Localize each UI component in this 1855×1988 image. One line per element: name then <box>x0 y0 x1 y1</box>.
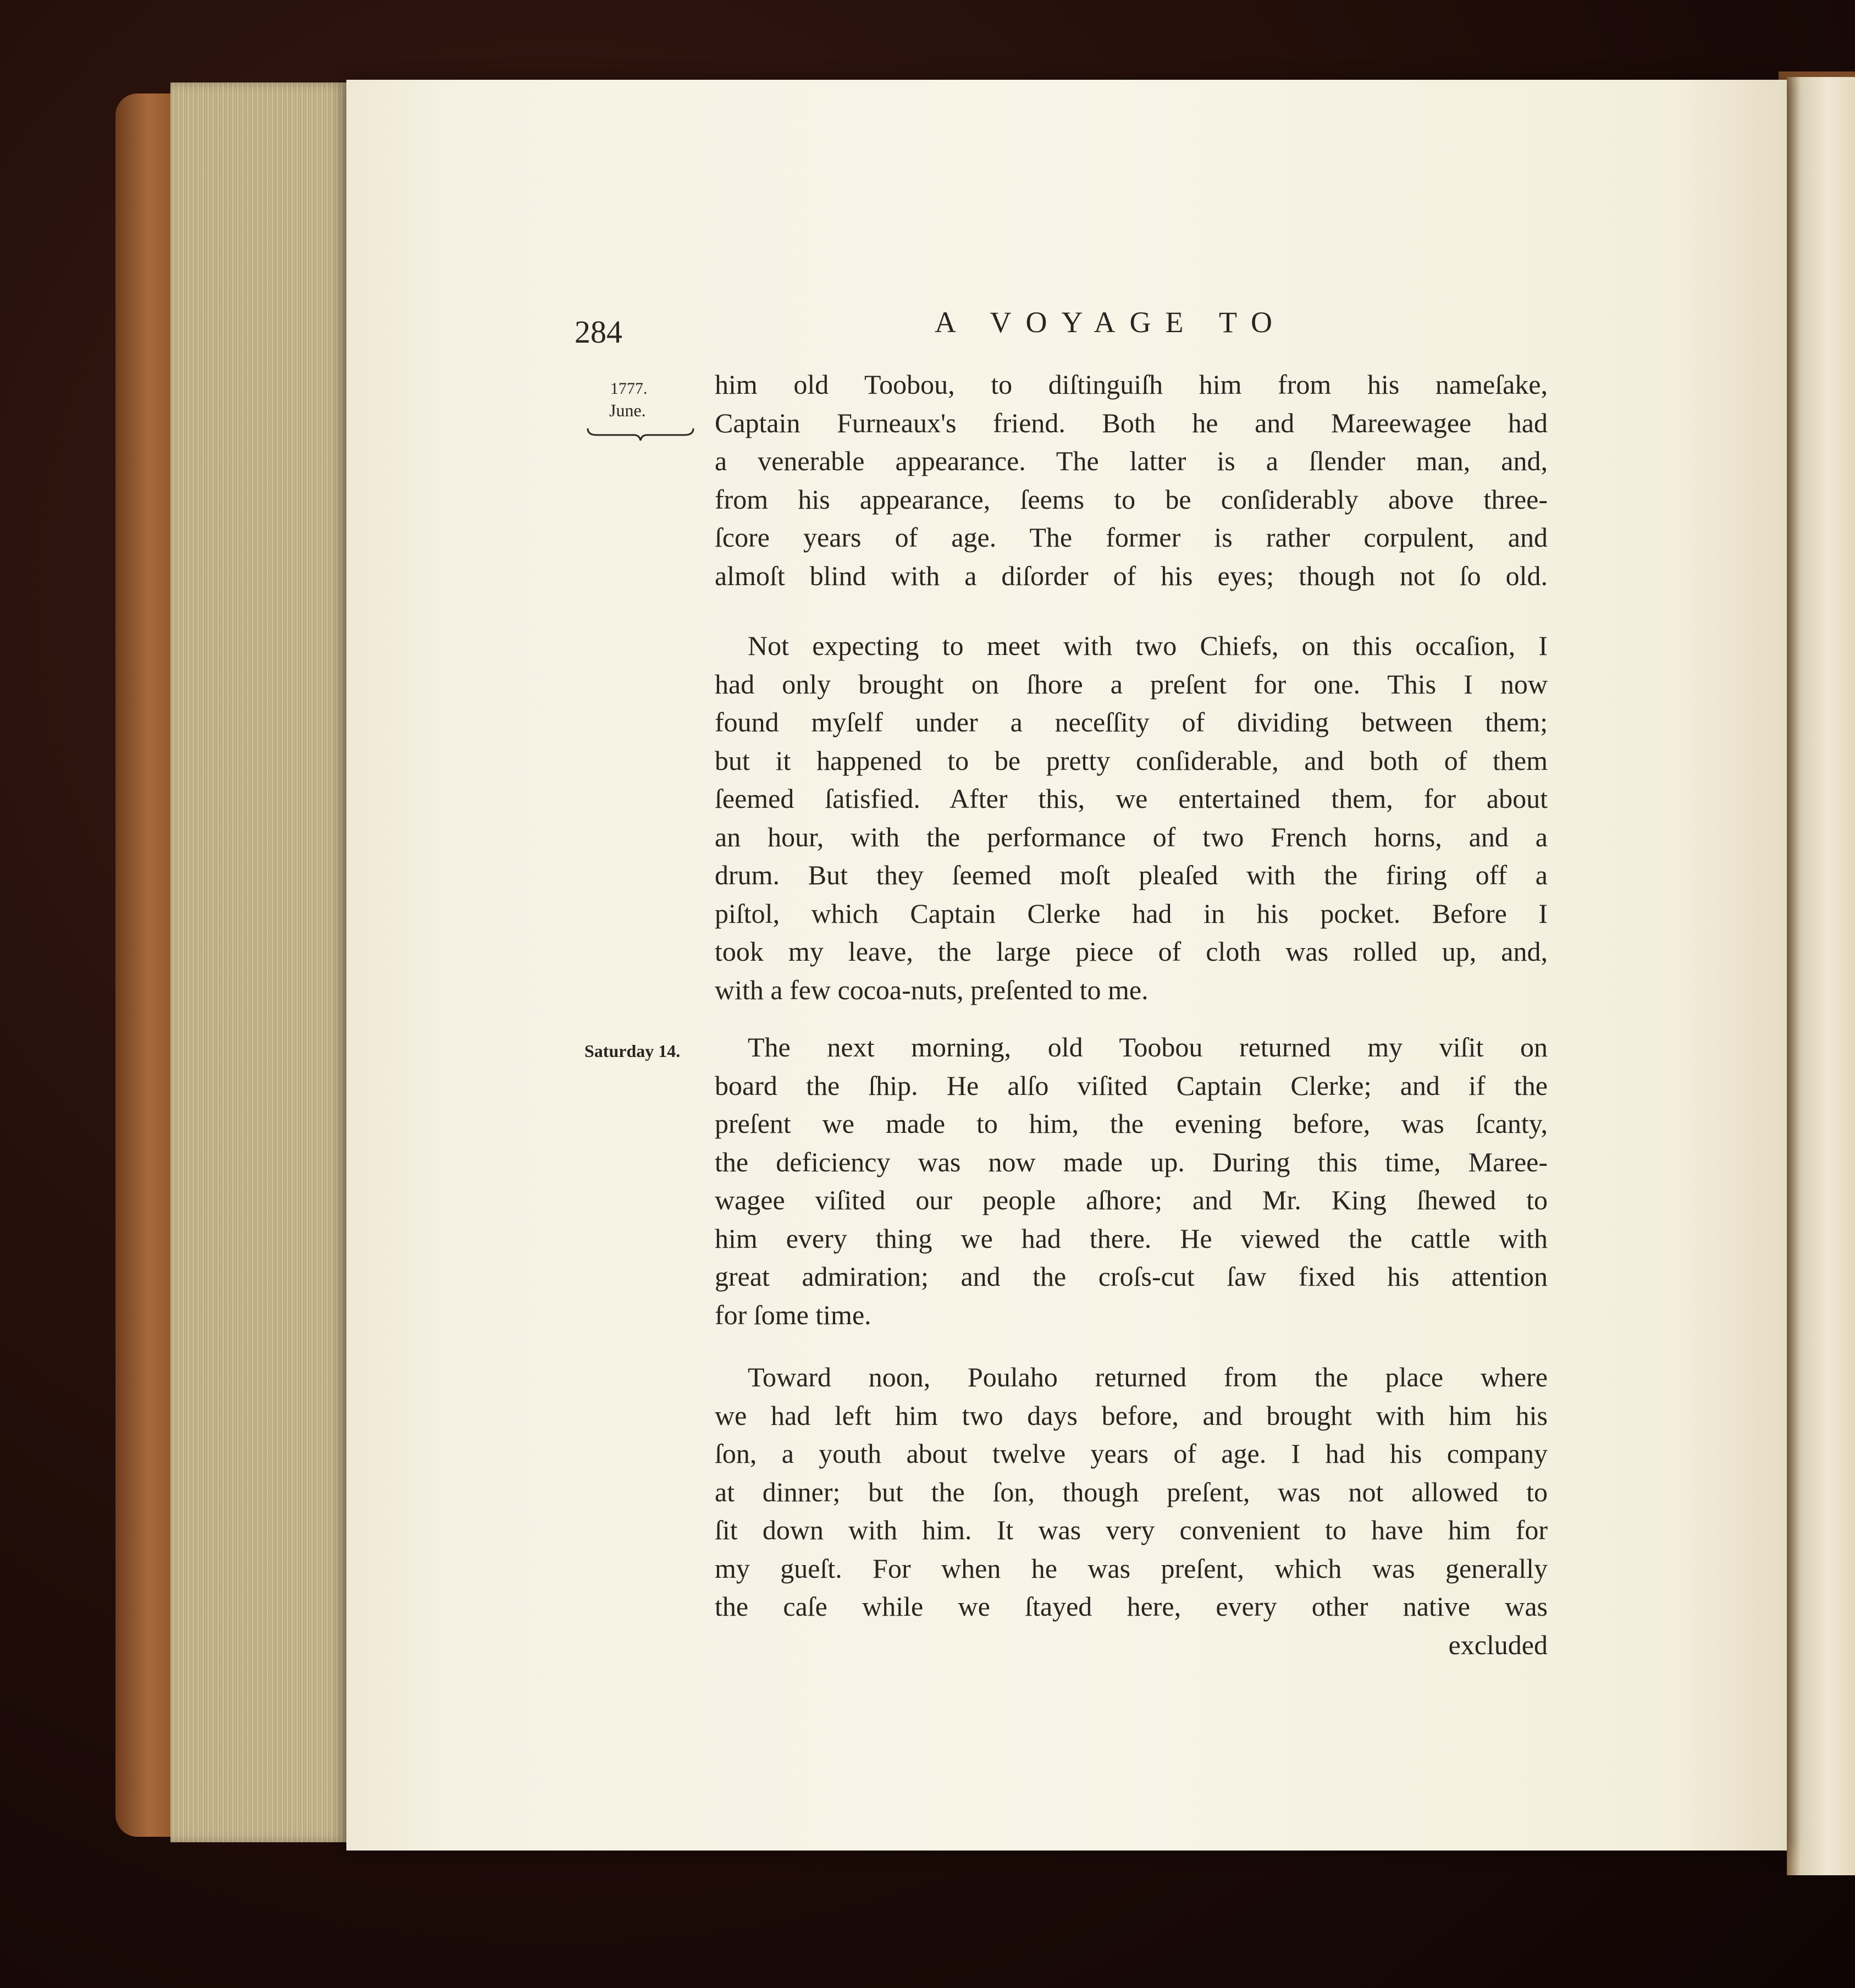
text-line: we had left him two days before, and brought with him his <box>715 1400 1548 1431</box>
text-line: took my leave, the large piece of cloth was rolled up, and, <box>715 936 1548 967</box>
paragraph-4 <box>715 1358 1548 1664</box>
text-line: Toward noon, Poulaho returned from the place where <box>748 1362 1548 1392</box>
text-line: ſeemed ſatisfied. After this, we entertained them, for about <box>715 783 1548 814</box>
margin-brace <box>586 426 695 443</box>
text-line: the caſe while we ſtayed here, every other native was <box>715 1591 1548 1622</box>
text-line: The next morning, old Toobou returned my viſit on <box>748 1032 1548 1062</box>
text-line: him every thing we had there. He viewed the cattle with <box>715 1222 1548 1254</box>
facing-page-edge <box>1787 77 1855 1875</box>
text-line: almoſt blind with a diſorder of his eyes; though not ſo old. <box>715 560 1548 591</box>
margin-note-date: Saturday 14. <box>584 1041 681 1061</box>
text-line: from his appearance, ſeems to be conſiderably above three- <box>715 483 1548 515</box>
paragraph-3 <box>715 1028 1548 1334</box>
text-line: board the ſhip. He alſo viſited Captain Clerke; and if the <box>715 1070 1548 1101</box>
text-line: ſon, a youth about twelve years of age. I had his company <box>715 1438 1548 1469</box>
margin-note-month: June. <box>609 400 646 420</box>
catchword: excluded <box>1448 1629 1548 1660</box>
text-line: had only brought on ſhore a preſent for one. This I now <box>715 668 1548 700</box>
text-line: an hour, with the performance of two French horns, and a <box>715 821 1548 852</box>
text-line: piſtol, which Captain Clerke had in his pocket. Before I <box>715 897 1548 929</box>
text-line: my gueſt. For when he was preſent, which was generally <box>715 1552 1548 1584</box>
paragraph-1 <box>715 366 1548 595</box>
text-line: for ſome time. <box>715 1299 871 1330</box>
text-line: but it happened to be pretty conſiderable, and both of them <box>715 745 1548 776</box>
text-line: found myſelf under a neceſſity of dividing between them; <box>715 707 1548 737</box>
text-line: preſent we made to him, the evening before, was ſcanty, <box>715 1108 1548 1139</box>
text-line: a venerable appearance. The latter is a ſlender man, and, <box>715 445 1548 476</box>
text-line: at dinner; but the ſon, though preſent, was not allowed to <box>715 1476 1548 1507</box>
running-head: A VOYAGE TO <box>935 306 1287 339</box>
text-line: great admiration; and the croſs-cut ſaw fixed his attention <box>715 1261 1548 1292</box>
margin-note-year: 1777. <box>610 379 648 398</box>
text-line: Not expecting to meet with two Chiefs, on this occaſion, I <box>748 630 1548 661</box>
paragraph-2 <box>715 627 1548 1009</box>
text-line: wagee viſited our people aſhore; and Mr. King ſhewed to <box>715 1185 1548 1215</box>
text-line: him old Toobou, to diſtinguiſh him from his nameſake, <box>715 369 1548 400</box>
text-line: the deficiency was now made up. During this time, Maree- <box>715 1146 1548 1177</box>
text-line: with a few cocoa-nuts, preſented to me. <box>715 974 1149 1005</box>
text-line: ſit down with him. It was very convenient to have him for <box>715 1515 1548 1545</box>
text-line: drum. But they ſeemed moſt pleaſed with the firing off a <box>715 860 1548 890</box>
page-number: 284 <box>575 314 622 350</box>
text-line: ſcore years of age. The former is rather corpulent, and <box>715 522 1548 553</box>
page-edges <box>170 82 349 1842</box>
text-line: Captain Furneaux's friend. Both he and Mareewagee had <box>715 407 1548 438</box>
